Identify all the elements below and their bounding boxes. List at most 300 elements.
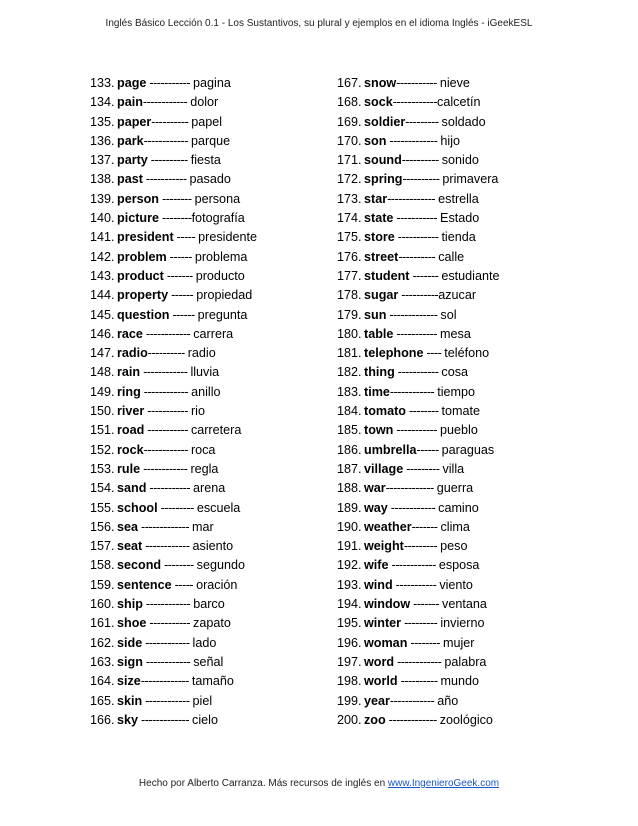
vocab-row (90, 170, 257, 189)
vocab-row (90, 190, 257, 209)
footer-credit: Hecho por Alberto Carranza. Más recursos de inglés en (138, 778, 388, 789)
vocab-word: umbrella (364, 442, 417, 457)
vocab-number: 148. (90, 365, 115, 380)
vocab-word: snow (364, 76, 397, 90)
vocab-translation: viento (439, 577, 473, 592)
vocab-translation: zapato (193, 616, 231, 631)
vocab-separator: ----------- (393, 423, 441, 438)
vocab-translation: persona (194, 191, 241, 206)
vocab-number: 191. (337, 539, 362, 554)
vocab-translation: regla (190, 461, 219, 476)
vocab-number: 137. (90, 153, 115, 168)
vocab-separator: ------------ (392, 95, 438, 110)
vocab-row (337, 74, 499, 93)
vocab-row (90, 441, 257, 460)
vocab-translation: barco (193, 597, 225, 612)
vocab-word: time (364, 384, 390, 399)
vocab-row (90, 74, 257, 93)
vocab-separator: -------- (159, 211, 192, 226)
vocab-translation: producto (195, 268, 245, 283)
vocab-row (337, 595, 499, 614)
vocab-translation: radio (187, 346, 216, 361)
vocab-number: 163. (90, 654, 115, 669)
vocab-row (337, 190, 499, 209)
vocab-number: 185. (337, 423, 362, 438)
vocab-row (337, 151, 499, 170)
vocab-number: 140. (90, 211, 115, 226)
vocab-word: weight (364, 539, 404, 554)
vocab-number: 188. (337, 481, 362, 496)
vocab-row (337, 421, 499, 440)
vocab-separator: ------------ (140, 384, 192, 399)
vocab-translation: esposa (438, 558, 480, 573)
vocab-separator: --------- (403, 539, 441, 554)
vocab-word: zoo (364, 712, 386, 727)
vocab-separator: ----------- (393, 211, 441, 226)
vocab-number: 151. (90, 423, 115, 438)
page-footer (0, 778, 638, 789)
vocab-row (90, 537, 257, 556)
vocab-translation: estrella (438, 191, 479, 206)
vocab-row (337, 248, 499, 267)
vocab-separator: ----------- (146, 481, 194, 496)
vocab-row (90, 692, 257, 711)
vocab-number: 193. (337, 577, 362, 592)
vocab-number: 133. (90, 76, 115, 90)
vocab-number: 173. (337, 191, 362, 206)
vocab-separator: ------------- (385, 712, 440, 727)
vocab-separator: --------- (401, 616, 441, 631)
vocab-word: telephone (364, 346, 424, 361)
vocab-row (337, 460, 499, 479)
vocab-word: sand (117, 481, 147, 496)
vocab-separator: --------- (405, 114, 442, 129)
vocab-separator: ------------ (389, 384, 438, 399)
vocab-row (90, 248, 257, 267)
vocab-number: 189. (337, 500, 362, 515)
vocab-translation: problema (194, 249, 248, 264)
vocab-separator: ----------- (394, 230, 442, 245)
vocab-row (337, 402, 499, 421)
vocab-row (90, 113, 257, 132)
vocab-word: star (364, 191, 388, 206)
vocab-number: 182. (337, 365, 362, 380)
vocab-row (337, 614, 499, 633)
vocab-separator: ----------- (146, 76, 194, 90)
vocab-number: 155. (90, 500, 115, 515)
vocab-word: page (117, 76, 147, 90)
vocab-translation: Estado (440, 211, 480, 226)
vocab-number: 171. (337, 153, 362, 168)
vocab-row (90, 595, 257, 614)
vocab-separator: ------------ (143, 133, 191, 148)
vocab-translation: fiesta (190, 153, 221, 168)
vocab-row (337, 441, 499, 460)
vocab-translation: ventana (442, 597, 487, 612)
vocab-word: year (364, 693, 390, 708)
vocab-word: word (364, 654, 395, 669)
vocab-separator: ----------- (392, 577, 440, 592)
vocab-row (90, 499, 257, 518)
vocab-column-left (90, 74, 257, 730)
vocab-separator: ------ (169, 307, 198, 322)
vocab-number: 181. (337, 346, 362, 361)
footer-link[interactable]: www.IngenieroGeek.com (387, 778, 500, 789)
vocab-translation: calle (438, 249, 465, 264)
vocab-number: 156. (90, 519, 115, 534)
vocab-separator: -------- (159, 191, 195, 206)
vocab-number: 160. (90, 597, 115, 612)
vocab-word: seat (117, 539, 143, 554)
vocab-row (337, 306, 499, 325)
vocab-word: sound (364, 153, 402, 168)
vocab-separator: ------------ (142, 326, 194, 341)
vocab-translation: tomate (441, 404, 481, 419)
vocab-translation: asiento (192, 539, 234, 554)
vocab-row (90, 151, 257, 170)
vocab-word: ring (117, 384, 141, 399)
vocab-row (90, 614, 257, 633)
vocab-separator: ----------- (144, 423, 191, 438)
vocab-translation: lluvia (190, 365, 220, 380)
vocab-word: son (364, 133, 387, 148)
vocab-word: sky (117, 712, 139, 727)
vocab-translation: señal (193, 654, 224, 669)
vocab-row (90, 325, 257, 344)
vocab-separator: ------------ (143, 442, 191, 457)
vocab-translation: propiedad (196, 288, 253, 303)
vocab-row (90, 344, 257, 363)
vocab-translation: dolor (190, 95, 219, 110)
vocab-row (337, 209, 499, 228)
vocab-translation: guerra (436, 481, 474, 496)
vocab-separator: ----------- (146, 616, 194, 631)
vocab-row (337, 344, 499, 363)
vocab-number: 179. (337, 307, 362, 322)
vocab-number: 161. (90, 616, 115, 631)
vocab-word: state (364, 211, 394, 226)
vocab-number: 169. (337, 114, 362, 129)
vocab-translation: tiempo (437, 384, 476, 399)
vocab-translation: escuela (196, 500, 241, 515)
vocab-word: rain (117, 365, 141, 380)
vocab-word: ship (117, 597, 143, 612)
vocab-separator: ------------ (389, 693, 438, 708)
vocab-row (90, 576, 257, 595)
vocab-word: pain (117, 95, 143, 110)
vocab-separator: ---------- (397, 674, 441, 689)
vocab-translation: pagina (193, 76, 231, 90)
vocab-word: sun (364, 307, 387, 322)
page-header: Inglés Básico Lección 0.1 - Los Sustantivos, su plural y ejemplos en el idioma Inglés - iGeekESL (105, 18, 533, 29)
vocab-separator: ------------ (140, 365, 191, 380)
vocab-separator: ----------- (394, 365, 442, 380)
vocab-word: wind (364, 577, 393, 592)
vocab-word: radio (117, 346, 148, 361)
vocab-word: woman (364, 635, 408, 650)
vocab-separator: ------ (168, 288, 197, 303)
vocab-word: thing (364, 365, 395, 380)
vocab-translation: mujer (442, 635, 475, 650)
vocab-number: 186. (337, 442, 362, 457)
vocab-separator: ------------- (138, 519, 193, 534)
vocab-row (337, 576, 499, 595)
vocab-translation: roca (190, 442, 216, 457)
vocab-separator: ------------ (388, 558, 439, 573)
vocab-number: 175. (337, 230, 362, 245)
vocab-translation: primavera (442, 172, 499, 187)
vocab-row (337, 325, 499, 344)
vocab-word: river (117, 404, 145, 419)
vocab-separator: -------- (161, 558, 197, 573)
vocab-translation: estudiante (441, 268, 500, 283)
vocab-number: 144. (90, 288, 115, 303)
vocab-translation: mesa (440, 326, 471, 341)
vocab-separator: ------------- (385, 481, 437, 496)
vocab-number: 136. (90, 133, 115, 148)
vocab-number: 187. (337, 461, 362, 476)
vocab-word: window (364, 597, 411, 612)
vocab-word: park (117, 133, 144, 148)
vocab-row (337, 170, 499, 189)
vocab-separator: ------- (411, 519, 441, 534)
vocab-separator: ----------- (144, 404, 191, 419)
vocab-word: second (117, 558, 162, 573)
vocab-translation: soldado (441, 114, 486, 129)
vocab-word: weather (364, 519, 412, 534)
vocab-row (337, 518, 499, 537)
vocab-separator: ---- (423, 346, 445, 361)
vocab-number: 167. (337, 76, 362, 90)
vocab-row (337, 672, 499, 691)
vocab-row (90, 421, 257, 440)
vocab-row (90, 209, 257, 228)
vocab-word: past (117, 172, 143, 187)
vocab-number: 199. (337, 693, 362, 708)
vocab-separator: --------- (403, 461, 443, 476)
vocab-row (90, 460, 257, 479)
vocab-translation: zoológico (439, 712, 493, 727)
vocab-row (90, 383, 257, 402)
vocab-separator: ------------- (386, 133, 441, 148)
vocab-word: war (364, 481, 386, 496)
vocab-word: person (117, 191, 159, 206)
vocab-number: 134. (90, 95, 115, 110)
vocab-separator: ------------ (394, 654, 445, 669)
vocab-translation: azucar (438, 288, 477, 303)
vocab-row (337, 93, 499, 112)
vocab-translation: parque (190, 133, 231, 148)
vocab-translation: año (437, 693, 459, 708)
vocab-row (337, 383, 499, 402)
vocab-separator: ------------ (142, 693, 193, 708)
vocab-number: 150. (90, 404, 115, 419)
vocab-row (90, 518, 257, 537)
vocab-word: paper (117, 114, 152, 129)
vocab-number: 146. (90, 326, 115, 341)
vocab-translation: hijo (440, 133, 461, 148)
vocab-word: tomato (364, 404, 406, 419)
vocab-word: rock (117, 442, 144, 457)
vocab-word: store (364, 230, 395, 245)
vocab-word: street (364, 249, 399, 264)
vocab-word: picture (117, 211, 159, 226)
vocab-separator: ------- (163, 268, 196, 283)
vocab-number: 184. (337, 404, 362, 419)
vocab-row (90, 653, 257, 672)
vocab-number: 158. (90, 558, 115, 573)
vocab-translation: tamaño (191, 674, 234, 689)
vocab-row (337, 556, 499, 575)
vocab-separator: ----- (171, 577, 197, 592)
vocab-row (90, 267, 257, 286)
vocab-number: 142. (90, 249, 115, 264)
vocab-word: wife (364, 558, 389, 573)
vocab-separator: ------------ (142, 597, 194, 612)
vocab-word: product (117, 268, 164, 283)
vocab-number: 168. (337, 95, 362, 110)
vocab-word: soldier (364, 114, 406, 129)
vocab-number: 183. (337, 384, 362, 399)
vocab-separator: ------- (409, 268, 442, 283)
vocab-number: 152. (90, 442, 115, 457)
vocab-number: 195. (337, 616, 362, 631)
vocab-separator: ---------- (151, 114, 192, 129)
vocab-translation: carretera (190, 423, 242, 438)
vocab-row (90, 363, 257, 382)
vocab-row (337, 653, 499, 672)
vocab-translation: arena (193, 481, 226, 496)
vocab-word: way (364, 500, 388, 515)
vocab-number: 194. (337, 597, 362, 612)
vocab-translation: anillo (191, 384, 221, 399)
vocab-number: 166. (90, 712, 115, 727)
vocab-separator: ---------- (147, 153, 191, 168)
vocab-word: rule (117, 461, 141, 476)
vocab-number: 177. (337, 268, 362, 283)
vocab-number: 164. (90, 674, 115, 689)
vocab-word: sugar (364, 288, 399, 303)
vocab-translation: cosa (441, 365, 469, 380)
vocab-number: 139. (90, 191, 115, 206)
vocab-row (90, 711, 257, 730)
vocab-separator: ----------- (142, 172, 190, 187)
vocab-translation: lado (192, 635, 217, 650)
vocab-separator: ---------- (401, 153, 442, 168)
vocab-number: 174. (337, 211, 362, 226)
vocab-number: 172. (337, 172, 362, 187)
vocab-separator: ---------- (398, 288, 439, 303)
vocab-separator: ------- (410, 597, 443, 612)
vocab-row (90, 306, 257, 325)
vocab-translation: carrera (193, 326, 234, 341)
vocab-word: world (364, 674, 398, 689)
vocab-row (337, 286, 499, 305)
vocab-row (90, 132, 257, 151)
vocab-separator: ------------ (387, 500, 439, 515)
vocab-separator: -------- (407, 635, 443, 650)
vocab-word: village (364, 461, 404, 476)
vocab-translation: pasado (189, 172, 231, 187)
vocab-row (337, 363, 499, 382)
vocab-separator: ----- (173, 230, 199, 245)
vocab-row (90, 93, 257, 112)
vocab-translation: pueblo (440, 423, 478, 438)
vocab-row (337, 692, 499, 711)
vocab-number: 190. (337, 519, 362, 534)
vocab-row (337, 537, 499, 556)
vocab-number: 154. (90, 481, 115, 496)
vocab-translation: tienda (441, 230, 476, 245)
vocab-separator: ------------ (142, 635, 193, 650)
vocab-separator: ------------- (138, 712, 193, 727)
vocab-word: winter (364, 616, 402, 631)
vocab-word: skin (117, 693, 143, 708)
vocab-separator: ----------- (393, 326, 441, 341)
vocab-row (337, 634, 499, 653)
vocab-word: spring (364, 172, 403, 187)
vocab-number: 145. (90, 307, 115, 322)
vocab-number: 138. (90, 172, 115, 187)
vocab-word: school (117, 500, 158, 515)
vocab-translation: sol (440, 307, 457, 322)
vocab-row (90, 556, 257, 575)
vocab-translation: oración (196, 577, 238, 592)
vocab-row (90, 634, 257, 653)
vocab-translation: peso (440, 539, 468, 554)
vocab-number: 170. (337, 133, 362, 148)
vocab-translation: rio (190, 404, 205, 419)
vocab-row (337, 228, 499, 247)
vocab-word: president (117, 230, 174, 245)
vocab-row (90, 286, 257, 305)
vocab-translation: invierno (440, 616, 485, 631)
vocab-translation: palabra (444, 654, 487, 669)
vocab-translation: pregunta (197, 307, 248, 322)
vocab-number: 200. (337, 712, 362, 727)
vocab-word: sign (117, 654, 143, 669)
vocab-word: road (117, 423, 145, 438)
vocab-word: party (117, 153, 148, 168)
vocab-number: 197. (337, 654, 362, 669)
vocab-translation: segundo (196, 558, 245, 573)
vocab-row (90, 402, 257, 421)
vocab-separator: ------ (166, 249, 195, 264)
vocab-separator: ------------ (142, 539, 193, 554)
vocab-separator: ------------- (386, 307, 441, 322)
vocab-translation: cielo (192, 712, 218, 727)
vocab-row (90, 479, 257, 498)
vocab-word: race (117, 326, 143, 341)
vocab-word: sea (117, 519, 139, 534)
vocab-number: 198. (337, 674, 362, 689)
vocab-row (337, 113, 499, 132)
vocab-number: 147. (90, 346, 115, 361)
vocab-separator: -------- (405, 404, 442, 419)
vocab-translation: nieve (439, 76, 470, 90)
vocab-translation: camino (438, 500, 479, 515)
vocab-translation: sonido (441, 153, 479, 168)
vocab-row (337, 499, 499, 518)
vocab-translation: mar (192, 519, 214, 534)
vocab-number: 149. (90, 384, 115, 399)
vocab-separator: ------ (416, 442, 442, 457)
vocab-word: sentence (117, 577, 172, 592)
vocab-word: town (364, 423, 394, 438)
vocab-translation: paraguas (441, 442, 495, 457)
vocab-word: shoe (117, 616, 147, 631)
vocab-separator: ----------- (396, 76, 440, 90)
